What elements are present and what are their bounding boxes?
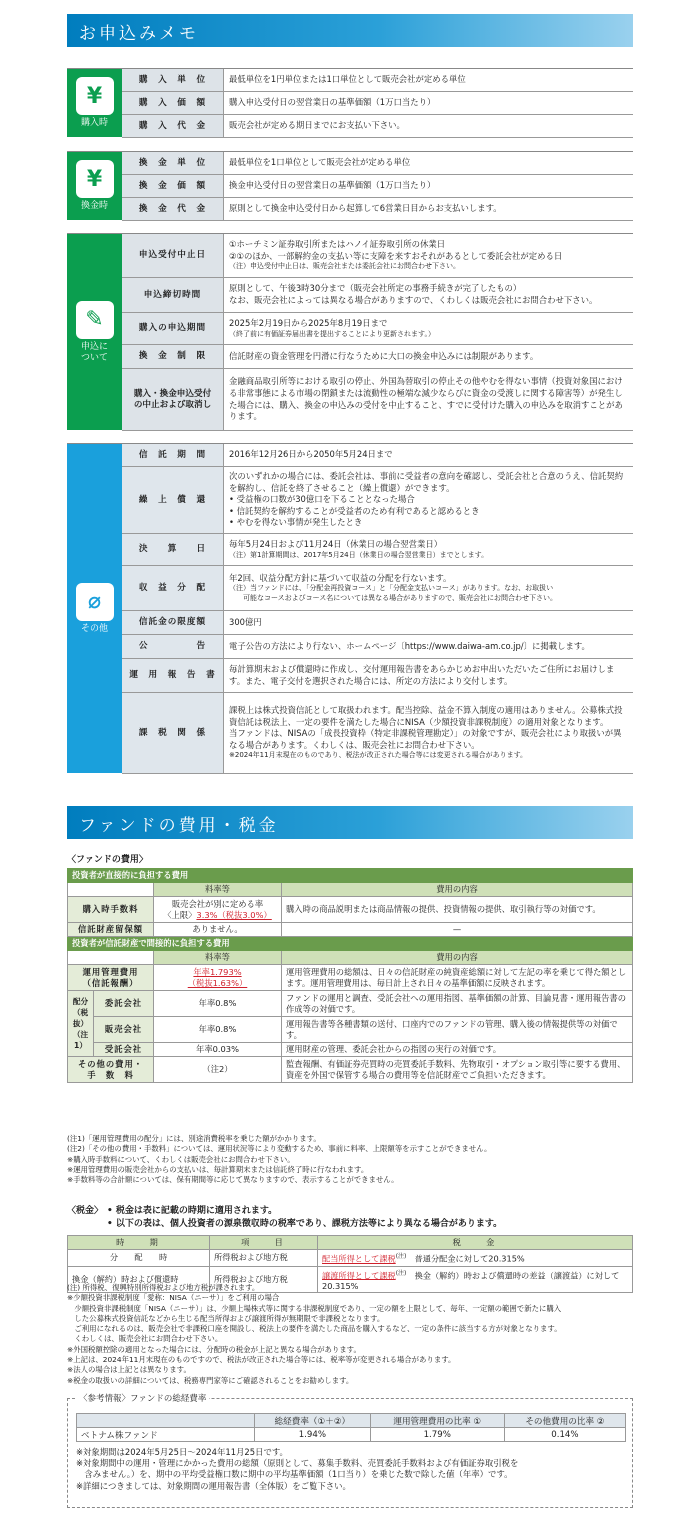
expense-ratio-table: 総経費率（①＋②） 運用管理費用の比率 ① その他費用の比率 ② ベトナム株ファンド 1.94% 1.79% 0.14% <box>76 1413 626 1442</box>
group-redemption: ¥ 換金時 換 金 単 位 最低単位を1口単位として販売会社が定める単位 換 金 価 額 換金申込受付日の翌営業日の基準価額（1万口当たり） 換 金 代 金 原則として換金申込受付日から起算して6営業日目からお支払いします。 <box>67 151 633 220</box>
row: 購 入 価 額 購入申込受付日の翌営業日の基準価額（1万口当たり） <box>122 92 633 115</box>
row: 繰 上 償 還 次のいずれかの場合には、委託会社は、事前に受益者の意向を確認し、受託会社と合意のうえ、信託契約を解約し、信託を終了させること（繰上償還）ができます。 • 受益権の口数が30億口を下ることとなった場合 • 信託契約を解約することが受益者のため有利であると認めるとき • やむを得ない事情が発生したとき <box>122 467 633 534</box>
row: 換 金 単 位 最低単位を1口単位として販売会社が定める単位 <box>122 152 633 175</box>
paperclip-icon: ⌀ <box>76 583 114 621</box>
group-other: ⌀ その他 信 託 期 間 2016年12月26日から2050年5月24日まで 繰 上 償 還 次のいずれかの場合には、委託会社は、事前に受益者の意向を確認し、受託会社と合意のうえ、信託契約を解約し、信託を終了させること（繰上償還）ができます。 • 受益権の口数が30億口を下ることとなった場合 • 信託契約を解約することが受益者のため有利であると認めるとき • やむを得ない事情が発生したとき 決 算 日 毎年5月24日および11月24日（休業日の場合翌営業日） （注）第1計算期間は、2017年5月24日（休業日の場合翌営業日）までとします。 収 益 分 配 年2回、収益分配方針に基づいて収益の分配を行ないます。 （注）当ファンドには、「分配金再投資コース」と「分配金支払いコース」があります。なお、お取扱い 可能なコースおよびコース名については異なる場合がありますので、販売会社にお問合わせ下さい。 信託金の限度額 300億円 公 告 電子公告の方法により行ない、ホームページ〔https://www.daiwa-am.co.jp/〕に掲載します。 運 用 報 告 書 毎計算期末および償還時に作成し、交付運用報告書をあらかじめお申出いただいたご住所にお届けします。また、電子交付を選択された場合には、所定の方法により交付します。 課 税 関 係 課税上は株式投資信託として取扱われます。配当控除、益金不算入制度の適用はありません。公募株式投資信託は税法上、一定の要件を満たした場合にNISA（少額投資非課税制度）の適用対象となります。 当ファンドは、NISAの「成長投資枠（特定非課税管理勘定）」の対象ですが、販売会社により取扱いが異なる場合があります。くわしくは、販売会社にお問合わせ下さい。 ※2024年11月末現在のものであり、税法が改正された場合等には変更される場合があります。 <box>67 443 633 773</box>
tax-notes: (注) 所得税、復興特別所得税および地方税が課されます。 ※少額投資非課税制度「愛称：NISA（ニーサ）」をご利用の場合 少額投資非課税制度「NISA（ニーサ）」は、少額上場株式等に関する非課税制度であり、一定の額を上限として、毎年、一定額の範囲で新たに購入 した公募株式投資信託などから生じる配当所得および譲渡所得が無期限で非課税となります。 ご利用になれるのは、販売会社で非課税口座を開設し、税法上の要件を満たした商品を購入するなど、一定の条件に該当する方が対象となります。 くわしくは、販売会社にお問合わせ下さい。 ※外国税額控除の適用となった場合には、分配時の税金が上記と異なる場合があります。 ※上記は、2024年11月末現在のものですので、税法が改正された場合等には、税率等が変更される場合があります。 ※法人の場合は上記とは異なります。 ※税金の取扱いの詳細については、税務専門家等にご確認されることをお勧めします。 <box>67 1283 562 1385</box>
row: 申込受付中止日 ①ホーチミン証券取引所またはハノイ証券取引所の休業日 ②①のほか、一部解約金の支払い等に支障を来すおそれがあるとして委託会社が定める日 （注）申込受付中止日は、販売会社または委託会社にお問合わせ下さい。 <box>122 234 633 278</box>
row: 信 託 期 間 2016年12月26日から2050年5月24日まで <box>122 444 633 467</box>
section-header-fees: ファンドの費用・税金 <box>67 806 633 839</box>
row: 換 金 代 金 原則として換金申込受付日から起算して6営業日目からお支払いします。 <box>122 198 633 221</box>
row: 信託金の限度額 300億円 <box>122 611 633 635</box>
reference-notes: ※対象期間は2024年5月25日～2024年11月25日です。 ※対象期間中の運用・管理にかかった費用の総額（原則として、募集手数料、売買委託手数料および有価証券取引税を 含みません。）を、期中の平均受益権口数に期中の平均基準価額（1口当り）を乗じた数で除した値（年率）です。 ※詳細につきましては、対象期間の運用報告書（全体版）をご覧下さい。 <box>76 1447 519 1491</box>
row: 換 金 制 限 信託財産の資金管理を円滑に行なうために大口の換金申込みには制限があります。 <box>122 345 633 369</box>
row: 収 益 分 配 年2回、収益分配方針に基づいて収益の分配を行ないます。 （注）当ファンドには、「分配金再投資コース」と「分配金支払いコース」があります。なお、お取扱い 可能なコースおよびコース名については異なる場合がありますので、販売会社にお問合わせ下さい。 <box>122 566 633 611</box>
row: 決 算 日 毎年5月24日および11月24日（休業日の場合翌営業日） （注）第1計算期間は、2017年5月24日（休業日の場合翌営業日）までとします。 <box>122 534 633 566</box>
row: 購入・換金申込受付 の中止および取消し 金融商品取引所等における取引の停止、外国為替取引の停止その他やむを得ない事情（投資対象国における非常事態による市場の閉鎖または流動性の極端な減少ならびに資金の受渡しに関する障害等）が発生した場合には、購入、換金の申込みの受付を中止すること、すでに受付けた購入の申込みを取消すことがあります。 <box>122 369 633 431</box>
tax-title: 〈税金〉 <box>67 1206 104 1216</box>
row: 購入の申込期間 2025年2月19日から2025年8月19日まで （終了前に有価証券届出書を提出することにより更新されます。） <box>122 313 633 345</box>
tax-table: 時 期 項 目 税 金 分 配 時 所得税および地方税 配当所得として課税$^{(注)}$ 普通分配金に対して20.315% 換金（解約）時および償還時 所得税および地方税 譲渡所得として課税$^{(注)}$ 換金（解約）時および償還時の差益（譲渡益）に対して20.315% <box>67 1235 633 1293</box>
row: 申込締切時間 原則として、午後3時30分まで（販売会社所定の事務手続きが完了したもの） なお、販売会社によっては異なる場合がありますので、くわしくは販売会社にお問合わせ下さい。 <box>122 278 633 313</box>
fee-title: 〈ファンドの費用〉 <box>67 855 148 865</box>
row: 課 税 関 係 課税上は株式投資信託として取扱われます。配当控除、益金不算入制度の適用はありません。公募株式投資信託は税法上、一定の要件を満たした場合にNISA（少額投資非課税制度）の適用対象となります。 当ファンドは、NISAの「成長投資枠（特定非課税管理勘定）」の対象ですが、販売会社により取扱いが異なる場合があります。くわしくは、販売会社にお問合わせ下さい。 ※2024年11月末現在のものであり、税法が改正された場合等には変更される場合があります。 <box>122 693 633 774</box>
row: 購 入 単 位 最低単位を1円単位または1口単位として販売会社が定める単位 <box>122 69 633 92</box>
reference-box: 〈参考情報〉ファンドの総経費率 総経費率（①＋②） 運用管理費用の比率 ① その他費用の比率 ② ベトナム株ファンド 1.94% 1.79% 0.14% ※対象期間は2024年5月25日～2024年11月25日です。 ※対象期間中の運用・管理にかかった費用の総額（原則として、募集手数料、売買委託手数料および有価証券取引税を 含みません。）を、期中の平均受益権口数に期中の平均基準価額（1口当り）を乗じた数で除した値（年率）です。 ※詳細につきましては、対象期間の運用報告書（全体版）をご覧下さい。 <box>67 1398 633 1508</box>
row: 購 入 代 金 販売会社が定める期日までにお支払い下さい。 <box>122 115 633 138</box>
fee-table: 投資者が直接的に負担する費用 料率等 費用の内容 購入時手数料 販売会社が別に定める率 〈上限〉3.3%（税抜3.0%） 購入時の商品説明または商品情報の提供、投資情報の提供、取引執行等の対価です。 信託財産留保額 ありません。 — 投資者が信託財産で間接的に負担する費用 料率等 費用の内容 運用管理費用 （信託報酬） 年率1.793% （税抜1.63%） 運用管理費用の総額は、日々の信託財産の純資産総額に対して左記の率を乗じて得た額とします。運用管理費用は、毎日計上され日々の基準価額に反映されます。 配分 （税抜） （注1） 委託会社 年率0.8% ファンドの運用と調査、受託会社への運用指図、基準価額の計算、目論見書・運用報告書の作成等の対価です。 販売会社 年率0.8% 運用報告書等各種書類の送付、口座内でのファンドの管理、購入後の情報提供等の対価です。 受託会社 年率0.03% 運用財産の管理、委託会社からの指図の実行の対価です。 その他の費用・ 手 数 料 （注2） 監査報酬、有価証券売買時の売買委託手数料、先物取引・オプション取引等に要する費用、資産を外国で保管する場合の費用等を信託財産でご負担いただきます。 <box>67 868 633 1083</box>
redemption-icon: ¥ <box>76 160 114 198</box>
fee-notes: (注1)「運用管理費用の配分」には、別途消費税率を乗じた額がかかります。 (注2)「その他の費用・手数料」については、運用状況等により変動するため、事前に料率、上限額等を示すことができません。 ※購入時手数料について、くわしくは販売会社にお問合わせ下さい。 ※運用管理費用の販売会社からの支払いは、毎計算期末または信託終了時に行なわれます。 ※手数料等の合計額については、保有期間等に応じて異なりますので、表示することができません。 <box>67 1134 492 1185</box>
row: 運 用 報 告 書 毎計算期末および償還時に作成し、交付運用報告書をあらかじめお申出いただいたご住所にお届けします。また、電子交付を選択された場合には、所定の方法により交付します。 <box>122 659 633 693</box>
row: 換 金 価 額 換金申込受付日の翌営業日の基準価額（1万口当たり） <box>122 175 633 198</box>
row: 公 告 電子公告の方法により行ない、ホームページ〔https://www.daiwa-am.co.jp/〕に掲載します。 <box>122 635 633 659</box>
purchase-icon: ¥ <box>76 77 114 115</box>
section-header-application: お申込みメモ <box>67 14 633 47</box>
group-application-info: ✎ 申込に ついて 申込受付中止日 ①ホーチミン証券取引所またはハノイ証券取引所の休業日 ②①のほか、一部解約金の支払い等に支障を来すおそれがあるとして委託会社が定める日 （注）申込受付中止日は、販売会社または委託会社にお問合わせ下さい。 申込締切時間 原則として、午後3時30分まで（販売会社所定の事務手続きが完了したもの） なお、販売会社によっては異なる場合がありますので、くわしくは販売会社にお問合わせ下さい。 購入の申込期間 2025年2月19日から2025年8月19日まで （終了前に有価証券届出書を提出することにより更新されます。） 換 金 制 限 信託財産の資金管理を円滑に行なうために大口の換金申込みには制限があります。 購入・換金申込受付 の中止および取消し 金融商品取引所等における取引の停止、外国為替取引の停止その他やむを得ない事情（投資対象国における非常事態による市場の閉鎖または流動性の極端な減少ならびに資金の受渡しに関する障害等）が発生した場合には、購入、換金の申込みの受付を中止すること、すでに受付けた購入の申込みを取消すことがあります。 <box>67 233 633 430</box>
pen-icon: ✎ <box>76 301 114 339</box>
group-purchase: ¥ 購入時 購 入 単 位 最低単位を1円単位または1口単位として販売会社が定める単位 購 入 価 額 購入申込受付日の翌営業日の基準価額（1万口当たり） 購 入 代 金 販売会社が定める期日までにお支払い下さい。 <box>67 68 633 137</box>
